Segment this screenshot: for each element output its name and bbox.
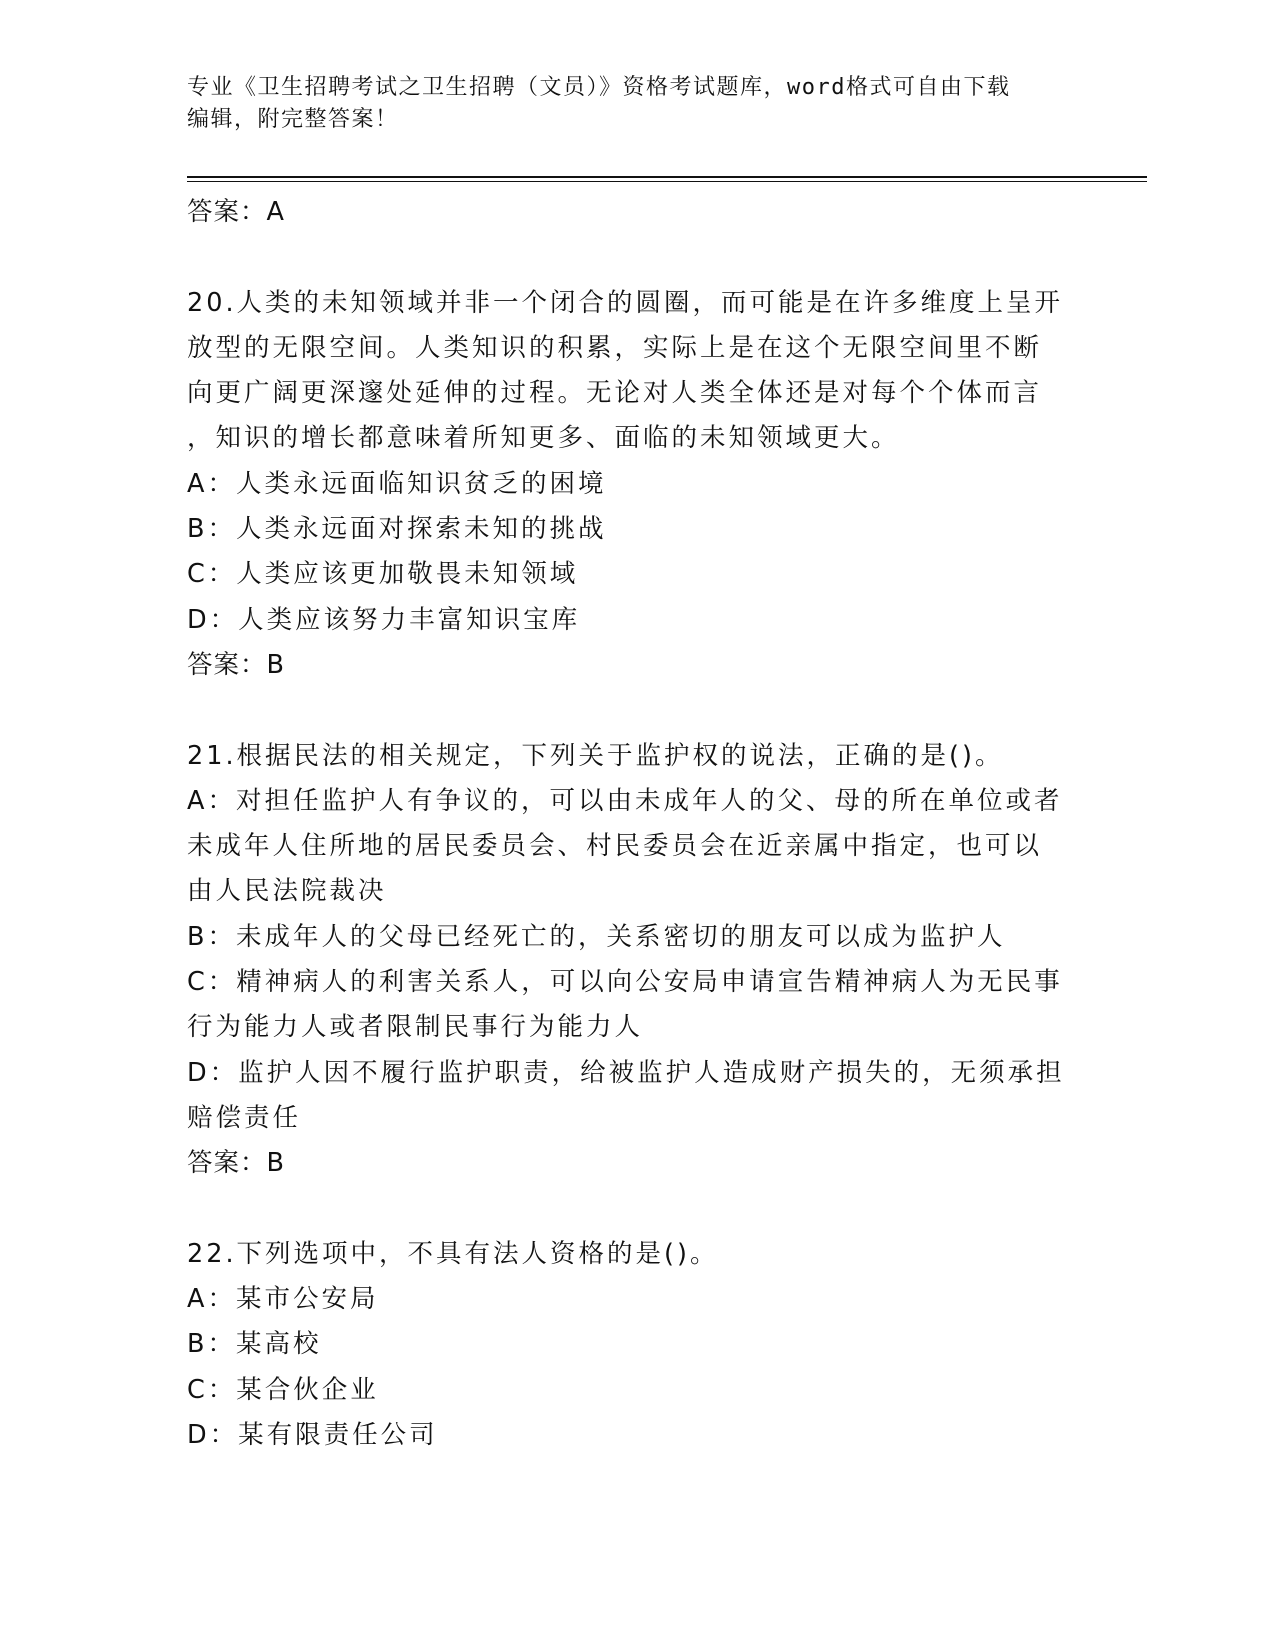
option-c-continued: 行为能力人或者限制民事行为能力人 xyxy=(187,1012,644,1043)
question-stem-line: 20.人类的未知领域并非一个闭合的圆圈，而可能是在许多维度上呈开 xyxy=(187,287,1064,318)
option-d: D：某有限责任公司 xyxy=(187,1420,438,1451)
header-line-1: 专业《卫生招聘考试之卫生招聘（文员）》资格考试题库，word格式可自由下载 xyxy=(187,75,1011,100)
header-divider-thin xyxy=(187,181,1147,182)
option-d-continued: 赔偿责任 xyxy=(187,1102,302,1133)
question-block xyxy=(187,281,1087,689)
option-a-continued: 由人民法院裁决 xyxy=(187,876,387,907)
question-stem-line: 向更广阔更深邃处延伸的过程。无论对人类全体还是对每个个体而言 xyxy=(187,378,1043,409)
option-a-continued: 未成年人住所地的居民委员会、村民委员会在近亲属中指定，也可以 xyxy=(187,831,1043,862)
question-stem-line: 22.下列选项中，不具有法人资格的是()。 xyxy=(187,1238,719,1269)
option-a: A：某市公安局 xyxy=(187,1284,379,1315)
spacer xyxy=(187,235,1087,280)
question-block xyxy=(187,1232,1087,1458)
question-stem-line: 放型的无限空间。人类知识的积累，实际上是在这个无限空间里不断 xyxy=(187,332,1043,363)
option-a: A：人类永远面临知识贫乏的困境 xyxy=(187,468,607,499)
question-list xyxy=(187,190,1087,1458)
question-stem-line: 21.根据民法的相关规定，下列关于监护权的说法，正确的是()。 xyxy=(187,740,1004,771)
answer-line: 答案：B xyxy=(187,1148,285,1179)
spacer xyxy=(187,688,1087,733)
document-header xyxy=(187,72,1087,136)
question-block xyxy=(187,734,1087,1187)
answer-line: 答案：B xyxy=(187,649,285,680)
header-line-2: 编辑，附完整答案！ xyxy=(187,107,399,132)
option-b: B：人类永远面对探索未知的挑战 xyxy=(187,514,607,545)
header-divider xyxy=(187,176,1147,178)
previous-answer: 答案：A xyxy=(187,197,285,227)
option-c: C：精神病人的利害关系人，可以向公安局申请宣告精神病人为无民事 xyxy=(187,967,1063,998)
option-c: C：某合伙企业 xyxy=(187,1374,379,1405)
option-d: D：人类应该努力丰富知识宝库 xyxy=(187,604,581,635)
option-b: B：未成年人的父母已经死亡的，关系密切的朋友可以成为监护人 xyxy=(187,921,1006,952)
question-stem-line: ，知识的增长都意味着所知更多、面临的未知领域更大。 xyxy=(187,423,900,454)
option-c: C：人类应该更加敬畏未知领域 xyxy=(187,559,579,590)
spacer xyxy=(187,1187,1087,1232)
option-d: D：监护人因不履行监护职责，给被监护人造成财产损失的，无须承担 xyxy=(187,1057,1065,1088)
option-a: A：对担任监护人有争议的，可以由未成年人的父、母的所在单位或者 xyxy=(187,785,1063,816)
option-b: B：某高校 xyxy=(187,1329,322,1360)
